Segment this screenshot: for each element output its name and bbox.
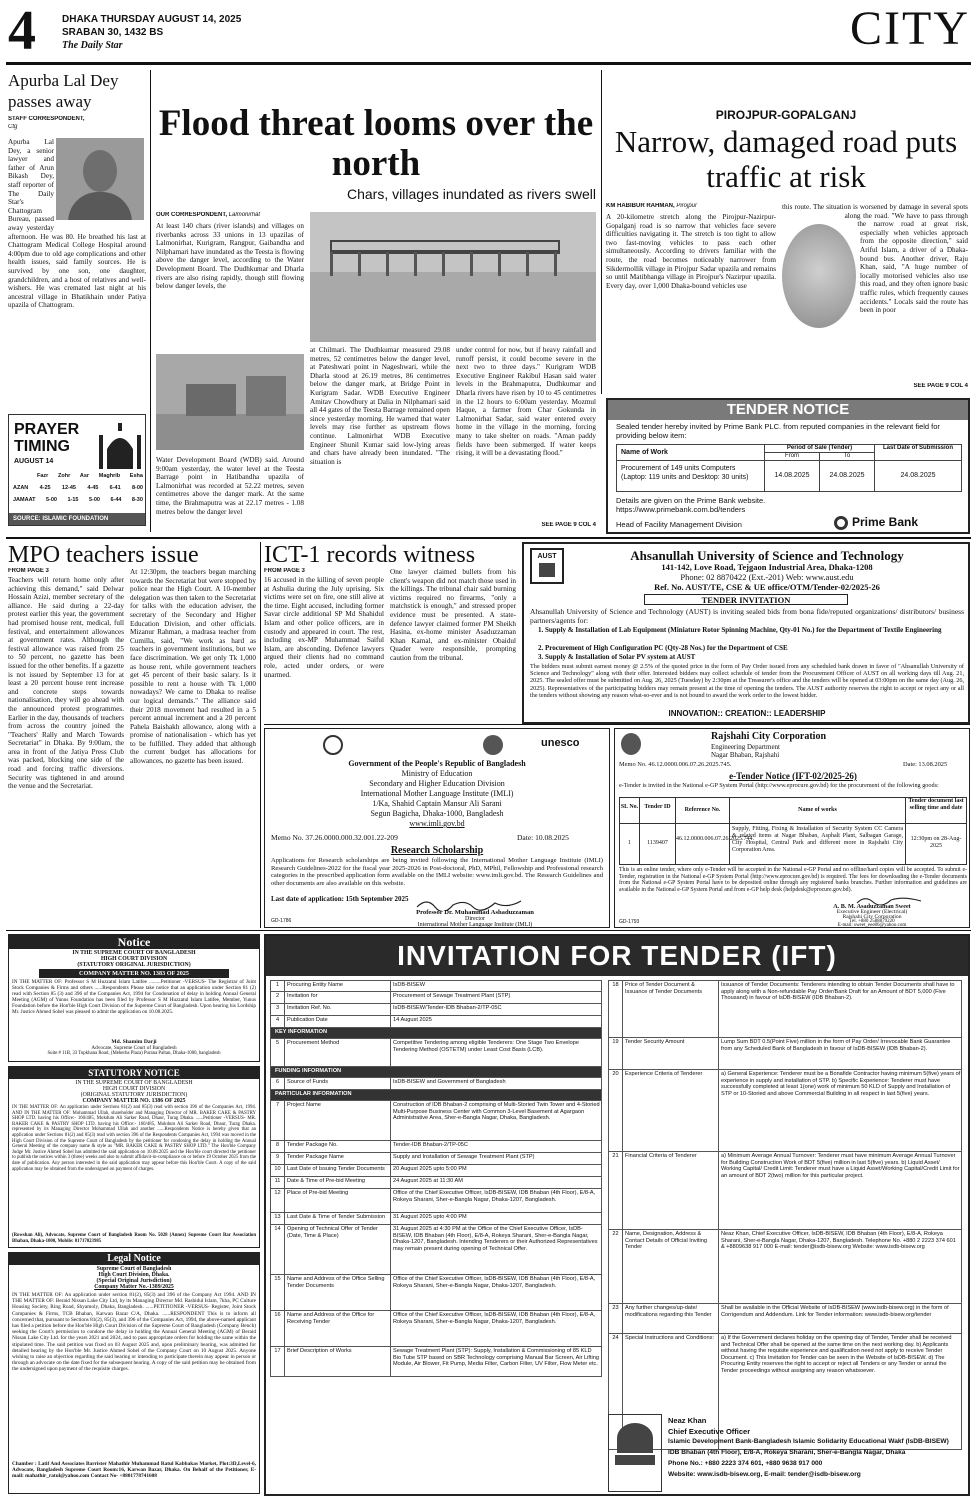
- ift-row-label: Invitation for: [285, 992, 391, 1003]
- prayer-title-2: TIMING: [14, 438, 70, 455]
- rcc-h-work: Name of works: [730, 798, 906, 824]
- notice1-court2: HIGH COURT DIVISION: [100, 956, 168, 962]
- ift-ad: [264, 934, 970, 1496]
- ift-row-label: Publication Date: [285, 1016, 391, 1027]
- aust-terms: The bidders must submit earnest money @ 2.5% of the quoted price in the form of Pay Order issued from any scheduled bank drawn in favor of "Ahsanullah University of Science and Technology" along with their offer. Interested bidders may collect schedule of tender from the Procurement Officer of AUST on all working days till Aug. 21, 2025. The sealed offer must be submitted on Aug. 26, 2025 (Tuesday) by 2:30pm at the Treasurer's office and the tenders will be opened at 03:00pm on the same day (Aug. 26, 2025). Representatives of the participating bidders may remain present at the time of opening the tenders. The AUST authority reserves the right to accept or reject any or all the tenders without showing any reason what-so-ever and is not bound to award the work order to the lowest bidder.: [530, 663, 964, 699]
- ift-row-number: 10: [271, 1165, 285, 1176]
- notice3-matter: Company Matter No.-1389/2025: [94, 1284, 174, 1290]
- ift-row: [608, 1304, 962, 1334]
- imli-ministry: Ministry of Education: [401, 769, 473, 778]
- page-number: 4: [8, 2, 36, 60]
- col-period: Period of Sale (Tender): [765, 445, 875, 453]
- rcc-h-id: Tender ID: [640, 798, 676, 824]
- tender-last: 24.08.2025: [900, 472, 936, 479]
- aust-item: 2. Procurement of High Configuration PC (Qty-28 Nos.) for the Department of CSE: [538, 644, 788, 652]
- ift-row-number: 6: [271, 1078, 285, 1089]
- prime-bank-icon: [834, 516, 848, 530]
- aust-name: Ahsanullah University of Science and Technology: [630, 548, 904, 563]
- ift-row: [270, 1275, 602, 1311]
- ift-row: [270, 1004, 602, 1016]
- ift-row-label: Procuring Entity Name: [285, 981, 391, 992]
- ift-row: [608, 980, 962, 1038]
- ift-row: [270, 1177, 602, 1189]
- imli-division: Secondary and Higher Education Division: [369, 779, 505, 788]
- masthead-rule: [6, 62, 971, 65]
- prime-tender-intro: Sealed tender hereby invited by Prime Bank PLC. from reputed companies in the relevant field for providing below item:: [616, 422, 940, 440]
- imli-addr1: 1/Ka, Shahid Captain Mansur Ali Sarani: [372, 799, 502, 808]
- unesco-logo: unesco: [541, 737, 580, 749]
- aust-logo: AUST: [530, 548, 564, 584]
- ift-row-label: Name and Address of the Office for Receiving Tender: [285, 1311, 391, 1346]
- rcc-addr: Nagar Bhaban, Rajshahi: [711, 751, 780, 759]
- ift-row-value: Tender-IDB Bhaban-2/TP-05C: [393, 1142, 468, 1148]
- ift-row-label: Invitation Ref. No.: [285, 1004, 391, 1015]
- notice3-court: Supreme Court of Bangladesh: [96, 1266, 172, 1272]
- rcc-ad: [614, 728, 970, 928]
- col-work: Name of Work: [617, 445, 765, 461]
- rcc-title: e-Tender Notice (IFT-02/2025-26): [729, 771, 857, 781]
- prime-url[interactable]: https://www.primebank.com.bd/tenders: [616, 505, 746, 514]
- flood-jump: SEE PAGE 9 COL 4: [541, 522, 596, 528]
- notice1-court: IN THE SUPREME COURT OF BANGLADESH: [72, 950, 196, 956]
- flood-byline: OUR CORRESPONDENT, Lalmonirhat: [156, 212, 261, 218]
- ift-left-table: [270, 980, 604, 1410]
- ift-row-label: Brief Description of Works: [285, 1347, 391, 1376]
- ift-footer-org: Islamic Development Bank-Bangladesh Islamic Solidarity Educational Wakf (IsDB-BISEW): [668, 1438, 949, 1445]
- ift-row-label: Project Name: [285, 1101, 391, 1140]
- bangla-date: SRABAN 30, 1432 BS: [62, 27, 164, 38]
- aust-motto: INNOVATION:: CREATION:: LEADERSHIP: [668, 709, 826, 718]
- rcc-ref: 46.12.0000.006.07.26.2025.744.: [676, 824, 730, 864]
- ift-footer-web[interactable]: Website: www.isdb-bisew.org, E-mail: tender@isdb-bisew.org: [668, 1471, 861, 1478]
- ift-row-value: Office of the Chief Executive Officer, IsDB-BISEW, IDB Bhaban (4th Floor), E/8-A, Rokeya Sharani, Sher-e-Bangla Nagar, Dhaka-1207, Bangladesh.: [393, 1190, 596, 1203]
- ift-row-value: IsDB-BISEW and Government of Bangladesh: [393, 1079, 506, 1085]
- rcc-memo: Memo No. 46.12.0000.006.07.26.2025.745.: [619, 761, 732, 768]
- road-jump: SEE PAGE 9 COL 4: [913, 383, 968, 389]
- flood-col1: At least 140 chars (river islands) and villages on riverbanks across 33 unions in 13 upazilas of Lalmonirhat, Kurigram, Rangpur, Gaibandha and Nilphamari have inundated as the Teesta is flowing above the danger level, according to the Water Development Board. The Dudhkumar and Dharla rivers are also rising rapidly, though still flowing below danger levels, the: [156, 222, 304, 291]
- road-headline: Narrow, damaged road puts traffic at risk: [614, 124, 958, 194]
- imli-code: GD-1786: [271, 918, 292, 924]
- ift-row-label: Source of Funds: [285, 1078, 391, 1089]
- imli-addr2: Segun Bagicha, Dhaka-1000, Bangladesh: [370, 809, 504, 818]
- ift-row: [270, 1141, 602, 1153]
- ift-row-number: 3: [271, 1004, 285, 1015]
- ift-row: [270, 980, 602, 992]
- azan-time: 4-25: [39, 485, 51, 491]
- ift-row-number: 17: [271, 1347, 285, 1376]
- ift-row-value: a) If the Government declares holiday on the opening day of Tender, Tender shall be received and Technical Offer shall be opened at the same time on the next working day. b) Applicants without having the requisite experience and qualification need not apply to receive Tender Document. c) This Invitation for Tender can be seen in the Website of IsDB-BISEW. d) The Procuring Entity reserves the right to accept or reject all Tenders or any Tender or annul the Tender proceedings without assigning any reason whatsoever.: [721, 1335, 952, 1374]
- ift-row-label: Name and Address of the Office Selling Tender Documents: [285, 1275, 391, 1310]
- notice2-lawyer: (Rowshan Ali), Advocate, Supreme Court of Bangladesh Room No. 5028 (Annex) Supreme Court Bar Association Bhaban, Dhaka-1000, Mobile: 01717023985: [12, 1233, 256, 1244]
- notice-nissan: [8, 1252, 260, 1494]
- ift-row-number: 18: [609, 981, 623, 1038]
- flood-col3: at Chilmari. The Dudhkumar measured 29.08 metres, 52 centimetres below the danger level, at Pateshwari point in Nageshwari, while the Dharla stood at 26.19 metres, 86 centimetres below the danger mark, at Bridge Point in Kurigram Sadar. WDB Executive Engineer Amitav Chowdhury at Dalia in Nilphamari said all 44 gates of the Teesta Barrage remained open since yesterday morning. He warned that water levels may rise further as upstream flows continue. Lalmonirhat WDB Executive Engineer Shunil Kumar said low-lying areas and chars have already been inundated. "The situation is: [310, 346, 450, 466]
- flood-col2: Water Development Board (WDB) said. Around 9:00am yesterday, the water level at the Teesta Barrage point in Hatibandha upazila of Lalmonirhat was recorded at 52.22 metres, seven centimetres above the danger mark. At the same time, the Brahmaputra was at 22.17 metres - 1.08 metres below the danger level: [156, 456, 304, 516]
- ift-row-number: 12: [271, 1189, 285, 1212]
- aust-item: 1. Supply & Installation of Lab Equipment (Miniature Rotor Spinning Machine, Qty-01 No.) for the Department of Textile Engineering: [538, 626, 942, 634]
- ift-row-value: Office of the Chief Executive Officer, IsDB-BISEW, IDB Bhaban (4th Floor), E/8-A, Rokeya Sharani, Sher-e-Bangla Nagar, Dhaka-1207, Bangladesh.: [393, 1312, 596, 1325]
- notice3-footer: Chamber : Latif And Associates Barrister Mahathir Muhammad Ratul Kabbakas Market, Plot:3D,Level-6, Advocate, Bangladesh Supreme Court Room:16, Karwan Bazar, Dhaka. On Behalf of the Petitioner, E-mail: mahathir_ratul@yahoo.com Contact No- +8801778741608: [12, 1461, 256, 1480]
- rcc-h-ref: Reference No.: [676, 798, 730, 824]
- jamaat-time: 5-00: [45, 497, 57, 503]
- ift-row-number: 4: [271, 1016, 285, 1027]
- ift-row-label: Tender Package No.: [285, 1141, 391, 1152]
- imli-gov: Government of the People's Republic of Bangladesh: [348, 759, 526, 768]
- ift-row: [270, 1311, 602, 1347]
- rcc-org: Rajshahi City Corporation: [711, 731, 827, 742]
- paper-logo: The Daily Star: [62, 40, 123, 51]
- rcc-h-last: Tender document last selling time and date: [906, 798, 966, 824]
- ift-row-label: Last Date of Issuing Tender Documents: [285, 1165, 391, 1176]
- ift-row: [270, 1225, 602, 1275]
- col-from: From: [765, 453, 820, 461]
- obit-body: Apurba Lal Dey, a senior lawyer and father of Arun Bikash Dey, staff reporter of The Daily Star's Chattogram Bureau, passed away yesterday afternoon. He was 80. He breathed his last at Chattogram Medical College Hospital around 4:00pm due to old age complications and other health issues, said family sources. He is survived by one son, one daughter, grandchildren, and a host of relatives and well-wishers. He was cremated last night at his ancestral village in Bhatikhain under Patiya upazila of Chattogram.: [8, 138, 146, 310]
- ift-row: [270, 1213, 602, 1225]
- notice3-body: IN THE MATTER OF: An application under section 81(2), 85(3) and 396 of the Company Act 1994. AND IN THE MATTER OF: Beraid Nissan Lake City Ltd, by its Managing Director Md. Rashidul Islam, 7kha, PC Culture Housing Society, Ring Road, Shyamoly, Dhaka, Bangladesh. ......PETITIONER -VERSUS- Register, Joint Stock Companies & Firms, TCB Bhaban, Karwan Bazar C/A, Dhaka. ......RESPONDENT This is to inform all concerned that, pursuant to Sections 81(2), 85(3), and 396 of the Companies Act, 1994, the above-named applicant has filed a petition before the Hon'ble High Court Division of the Supreme Court of Bangladesh (Company Bench) seeking the Court's permission to condone the delay in holding the Annual General Meeting (AGM) of Beraid Nissan Lake City Ltd. for the years 2021 and 2024, and to pass appropriate orders for holding the same within the stipulated time. The said petition was fixed on 03 August 2025 and, upon preliminary hearing, was admitted for detailed hearing by the Hon'ble Mr. Justice Ahmed Sohel of the Company Court on 10 August 2025. Anyone wishing to raise an objection regarding the said hearing or intending to participate therein may appear in person or through an advocate on the date fixed for the subsequent hearing. A copy of the said petition may be obtained from the undersigned upon payment of the requisite charges.: [12, 1292, 256, 1373]
- prayer-source: SOURCE: ISLAMIC FOUNDATION: [9, 513, 145, 525]
- rcc-sl: 1: [620, 824, 640, 864]
- ift-row-number: 14: [271, 1225, 285, 1274]
- ift-row-value: a) Minimum Average Annual Turnover: Tenderer must have minimum Average Annual Turnover for Building Construction Work of BDT 5(five) million in last 5(five) years. b) Liquid Asset/ Working Capital/ Credit Limit: Tenderer must have a Liquid Asset/Working Capital/Credit Limit for an amount of BDT 2(two) million for this particular project.: [721, 1153, 960, 1179]
- dateline: DHAKA THURSDAY AUGUST 14, 2025: [62, 14, 242, 25]
- mosque-icon: [97, 421, 143, 471]
- ift-row: [608, 1230, 962, 1304]
- ift-row-value: a) General Experience: Tenderer must be a Bonafide Contractor having minimum 5(five) years of experience in supply and installation of STP. b) Specific Experience: Tenderer must have successfully completed at least 1(one) work of minimum 50 KLD of Supply and Installation of STP or 10-Storied and above Commercial Building in all respect in last 5(five) years.: [721, 1071, 961, 1097]
- notice1-lawyer: Md. Shamim Darji: [111, 1039, 157, 1045]
- azan-time: 4-45: [87, 485, 99, 491]
- ift-row-number: 24: [609, 1334, 623, 1449]
- ift-row-value: Supply and Installation of Sewage Treatment Plant (STP): [393, 1154, 535, 1160]
- rcc-dept: Engineering Department: [711, 743, 781, 751]
- ift-row-number: 5: [271, 1039, 285, 1066]
- ift-row-number: 21: [609, 1152, 623, 1229]
- road-kicker: PIROJPUR-GOPALGANJ: [715, 108, 857, 122]
- rcc-date: Date: 13.08.2025: [903, 761, 948, 768]
- ift-row-value: Construction of IDB Bhaban-2 comprising of Multi-Storied Twin Tower and 4-Storied Multi-Purpose Business Center with Common 3-Level Basement at Agargaon Administrative Area, Sher-e-Bangla Nagar, Dhaka, Bangladesh.: [393, 1102, 600, 1121]
- road-col2: this route. The situation is worsened by damage in several spots along the road. "We have to pass through the narrow road at great risk, especially when vehicles approach from the opposite direction," said Ariful Islam, a driver of a Dhaka-bound bus. Another driver, Raju Khan, said, "A huge number of locally motorised vehicles also use this road, and they often ignore basic traffic rules, which frequently causes accidents." Locals said the route has been in poor: [782, 203, 968, 315]
- ift-row: [270, 1101, 602, 1141]
- prime-tender-table: [616, 444, 962, 492]
- imli-date: Date: 10.08.2025: [517, 833, 569, 842]
- notice2-court: IN THE SUPREME COURT OF BANGLADESH: [75, 1080, 193, 1086]
- ift-section-label: KEY INFORMATION: [275, 1029, 328, 1035]
- ift-row-label: Procurement Method: [285, 1039, 391, 1066]
- obit-headline: Apurba Lal Dey passes away: [8, 71, 119, 111]
- aust-address: 141-142, Love Road, Tejgaon Industrial Area, Dhaka-1208: [661, 562, 873, 572]
- ift-row-label: Opening of Technical Offer of Tender (Date, Time & Place): [285, 1225, 391, 1274]
- govt-emblem: [323, 735, 343, 755]
- aust-phone: Phone: 02 8870422 (Ext.-201) Web: www.aust.edu: [680, 572, 854, 582]
- mpo-from: FROM PAGE 3: [8, 568, 49, 574]
- notice2-matter: COMPANY MATTER NO. 1386 OF 2025: [82, 1098, 186, 1104]
- ift-row-number: 7: [271, 1101, 285, 1140]
- ift-row-number: 11: [271, 1177, 285, 1188]
- ift-row: [608, 1152, 962, 1230]
- prayer-h-esha: Esha: [129, 473, 143, 479]
- col-last: Last Date of Submission: [875, 445, 961, 461]
- rcc-last: 12:30pm on 28-Aug-2025: [910, 836, 962, 849]
- ift-row-value: Competitive Tendering among eligible Tenderers: One Stage Two Envelope Tendering Method (OSTETM) under Least Cost Basis (LCB).: [393, 1040, 579, 1053]
- obit-place: Ctg: [8, 124, 18, 130]
- rcc-emblem: [621, 733, 641, 755]
- ift-row-value: Shall be available in the Official Website of IsDB-BISEW (www.isdb-bisew.org) in the form of Corrigendum and Addendum. Link for Tender information: www.isdb-bisew.org/tender: [721, 1305, 949, 1318]
- azan-time: 12-45: [61, 485, 76, 491]
- imli-body: Applications for Research scholarships are being invited following the International Mother Language Institute (IMLI) Research Guidelines-2022 for the fiscal year 2025-2026 in Post-doctoral, PhD, MPhil, Fellowship and Professional research categories in the prescribed application form available on the IMLI website: www.imli.gov.bd. The Research Guidelines and other documents are also available on this website.: [271, 857, 603, 887]
- ift-row-number: 23: [609, 1304, 623, 1333]
- isdb-logo: [608, 1414, 662, 1492]
- notice1-lawyer-title: Advocate, Supreme Court of Bangladesh: [91, 1045, 177, 1051]
- rcc-body: This is an online tender, where only e-Tender will be accepted in the National e-GP Portal and no offline/hard copies will be accepted. To submit e-Tender, registration in the National e-GP System Portal (http://www.eprocure.gov.bd) is required. The fees for downloading the e-Tender documents from the National e-GP System Portal have to be deposited online through any registered banks branches. Further information and guidelines are available in the National e-GP System Portal and from e-GP help desk (helpdesk@eprocure.gov.bd).: [619, 867, 967, 893]
- road-byline: KM HABIBUR RAHMAN, Pirojpur: [606, 203, 698, 209]
- prime-bank-logo: Prime Bank: [834, 515, 964, 531]
- ift-footer-title: Chief Executive Officer: [668, 1427, 751, 1436]
- azan-label: AZAN: [13, 485, 29, 491]
- ift-row-value: Lump Sum BDT 0.5(Point Five) million in the form of Pay Order/ Irrevocable Bank Guarantee from any Scheduled Bank of Bangladesh in favour of IsDB-BISEW (IDB Bhaban-2).: [721, 1039, 951, 1052]
- ict-from: FROM PAGE 3: [264, 568, 305, 574]
- notice2-court2: HIGH COURT DIVISION: [102, 1086, 166, 1092]
- imli-memo: Memo No. 37.26.0000.000.32.001.22-209: [271, 833, 398, 842]
- ift-row: [608, 1038, 962, 1070]
- notice2-court3: (ORIGINAL STATUTORY JURISDICTION): [80, 1092, 188, 1098]
- ift-row-number: 22: [609, 1230, 623, 1303]
- ift-section-header: [270, 1090, 602, 1101]
- ift-section-label: FUNDING INFORMATION: [275, 1068, 342, 1074]
- imli-web[interactable]: www.imli.gov.bd: [409, 819, 465, 828]
- ift-row: [270, 1347, 602, 1377]
- ift-row-number: 8: [271, 1141, 285, 1152]
- prayer-h-zohr: Zohr: [57, 473, 71, 479]
- tender-from: 14.08.2025: [765, 461, 820, 491]
- ift-row-number: 16: [271, 1311, 285, 1346]
- ift-row-number: 2: [271, 992, 285, 1003]
- ift-row: [270, 1039, 602, 1067]
- flood-photo-village: [156, 354, 304, 450]
- road-photo: [782, 224, 856, 328]
- aust-title: TENDER INVITATION: [644, 594, 848, 605]
- ift-section-label: PARTICULAR INFORMATION: [275, 1091, 352, 1097]
- rcc-intro: e-Tender is invited in the National e-GP System Portal (http://www.eprocure.gov.bd) for the procurement of the following goods:: [619, 782, 939, 789]
- flood-subhead: Chars, villages inundated as rivers swell: [347, 186, 596, 202]
- ift-row-value: IsDB-BISEW/Tender-IDB Bhaban-2/TP-05C: [393, 1005, 502, 1011]
- ift-row-number: 20: [609, 1070, 623, 1151]
- ift-row-label: Price of Tender Document & Issuance of Tender Documents: [623, 981, 719, 1038]
- rcc-code: GD-1793: [619, 919, 640, 925]
- aust-item: 3. Supply & Installation of Solar PV system at AUST: [538, 653, 696, 661]
- rcc-signer-org: Rajshahi City Corporation: [842, 914, 902, 920]
- notice-baker: [8, 1066, 260, 1248]
- imli-title: Research Scholarship: [390, 845, 484, 856]
- tender-to: 24.08.2025: [820, 461, 875, 491]
- notice1-title: Notice: [9, 935, 259, 949]
- flood-col4: under control for now, but if heavy rainfall and runoff persist, it could become severe in the next two to three days." Kurigram WDB Executive Engineer Rakibul Hasan said water levels in the Brahmaputra, Dudhkumar and Dharla rivers have risen by 10 to 45 centimetres in the 12 hours to 6:00am yesterday. Mozmul Haque, a farmer from Char Gokunda in Lalmonirhat Sadar, said water entered every home in the village in the morning, forcing many to take shelter on roads. "Aman paddy fields have been submerged. If water keeps rising, it will be a devastating flood.": [456, 346, 596, 458]
- flood-photo-bridge: [310, 212, 596, 342]
- rcc-table: [619, 797, 967, 865]
- ift-row-value: 31 August 2025 at 4:30 PM at the Office of the Chief Executive Officer, IsDB-BISEW, IDB Bhaban (4th Floor), E/8-A, Rokeya Sharani, Sher-e-Bangla Nagar, Dhaka-1207, Bangladesh. Intending Tenderers or their Authorized Representatives may remain present during opening of Technical Offer.: [393, 1226, 598, 1252]
- ict-col1: 16 accused in the killing of seven people at Ashulia during the July uprising. Six victims were set on fire, one still alive at the time. Eight accused, including former Savar circle additional SP Md Shahidul Islam and other police officers, are in custody and appeared in court. The rest, including ex-MP Muhammad Saiful Islam, are absconding. Defence lawyers argued their clients had no command role, acted under orders, or were unarmed.: [264, 576, 384, 679]
- ift-row: [270, 1165, 602, 1177]
- ift-title: INVITATION FOR TENDER (IFT): [266, 936, 968, 976]
- ift-row-label: Last Date & Time of Tender Submission: [285, 1213, 391, 1224]
- notice2-title: STATUTORY NOTICE: [9, 1067, 259, 1079]
- rcc-signer-title: Executive Engineer (Electrical): [836, 909, 908, 915]
- ift-row-number: 19: [609, 1038, 623, 1069]
- ift-section-header: [270, 1028, 602, 1039]
- jamaat-time: 6-44: [110, 497, 122, 503]
- ift-row-label: Place of Pre-bid Meeting: [285, 1189, 391, 1212]
- notice1-lawyer-addr: Suite # 11B, 33 Topkhana Road, (Meherba Plaza) Purana Paltan, Dhaka-1000, bangladesh: [47, 1051, 221, 1056]
- ift-row-value: Neaz Khan, Chief Executive Officer, IsDB-BISEW, IDB Bhaban (4th Floor), E/8-A, Rokeya Sharani, Sher-e-Bangla Nagar, Dhaka-1207, Bangladesh. Telephone No. +880 2 2223 374 601 & +8809638 917 000 E-mail: tender@isdb-bisew.org Website: www.isdb-bisew.org: [721, 1231, 956, 1250]
- ift-row-label: Tender Security Amount: [623, 1038, 719, 1069]
- obit-byline: STAFF CORRESPONDENT,: [8, 116, 85, 122]
- ift-row: [270, 1078, 602, 1090]
- jamaat-time: 8-30: [131, 497, 143, 503]
- road-col1: A 20-kilometre stretch along the Pirojpur-Nazirpur-Gopalganj road is so narrow that vehicles face severe difficulties navigating it. The stretch is too tight to allow two fast-moving vehicles to pass each other simultaneously. According to drivers familiar with the route, the road becomes noticeably narrower from Sikdermollik village in Pirojpur Sadar upazila and remains so until Matibhanga village in Pirojpur's Nazirpur upazila. Every day, over 1,000 Dhaka-bound vehicles use: [606, 213, 776, 290]
- ift-row: [270, 1016, 602, 1028]
- ift-row-label: Date & Time of Pre-bid Meeting: [285, 1177, 391, 1188]
- ift-row-value: Issuance of Tender Documents: Tenderers intending to obtain Tender Documents shall have to apply along with a Non-refundable Pay Order/Bank Draft for an Amount of BDT 5,000 (Five Thousand) in favour of IsDB-BISEW (IDB Bhaban-2).: [721, 982, 955, 1001]
- rcc-h-sl: SL No.: [620, 798, 640, 824]
- ift-row-number: 1: [271, 981, 285, 992]
- notice3-court3: (Special Original Jurisdiction): [96, 1278, 172, 1284]
- notice3-title: Legal Notice: [9, 1253, 259, 1265]
- ift-row-value: 31 August 2025 upto 4:00 PM: [393, 1214, 467, 1220]
- notice1-court3: (STATUTORY ORIGINAL JURISDICTION): [77, 962, 191, 968]
- mpo-headline: MPO teachers issue: [8, 542, 199, 568]
- prayer-h-asr: Asr: [79, 473, 90, 479]
- imli-signer-title: Director: [465, 916, 485, 922]
- notice2-body: IN THE MATTER OF: An application under Sections 81(2) and 85(3) read with section 396 of the Companies Act, 1994. AND IN THE MATTER OF: Mohammad Ullah, shareholder and Managing Director of MR. BAKER CAKE & PASTRY SHOP LTD. having his Office:- 160/485, Mokdum Ali Sarker Road, Dhaur, Turag Dhaka. ......Petitioner -VERSUS- MR. BAKER CAKE & PASTRY SHOP LTD. having his Office:- 160/485, Mokdum Ali Sarker Road, Dhaur, Turag Dhaka. represented by its Managing Director Mohammad Ullah and another ......Respondents Notice is hereby given that an application under Sections 81(2) and 85(3) read with section 396 of the Respondents Companies Act, 1994 was moved in the High Court Division of the Supreme Court of Bangladesh by the petitioner for condoning the delay in holding the Annual General Meeting of the company name & style as "MR. BAKER CAKE & PASTRY SHOP LTD." The Hon'ble Company Judge Mr. Justice Ahmed Sohel has admitted the said application on 10.08.2025 and the Hon'ble court directed the petitioner to publish the notices within 3 (three) weeks and also to submit affidavit-in-compliance on or before 19 October 2025 from the date of publication. Any person interested in the said application may appear before this Hon'ble Court. A copy of the said application may be obtained from the undersigned on payment of charges.: [12, 1105, 256, 1172]
- tender-work: Procurement of 149 units Computers (Laptop: 119 units and Desktop: 30 units): [617, 461, 765, 491]
- mpo-col2: At 12:30pm, the teachers began marching towards the Secretariat but were stopped by police near the High Court. A 10-member delegation was then taken to the Secretariat for talks with the education adviser, the secretary of the Secondary and Higher Education Division, and other officials. Mizanur Rahman, a madrasa teacher from Cumilla, said, "We work as hard as teachers in government institutions, but we face discrimination. We get only Tk 1,000 as house rent, while government teachers get 45 percent of their basic salary. Is it possible to rent a house with Tk 1,000 nowadays? We came to Dhaka to realise our logical demands." The alliance said their 2018 movement had resulted in a 5 percent annual increment and a 20 percent Pahela Baishakh allowance, along with a promise of nationalisation - which has yet to be fulfilled. They added that although the current budget has allocations for allowances, no gazette has been issued.: [130, 568, 256, 766]
- flood-headline: Flood threat looms over the north: [158, 104, 594, 184]
- ift-row-number: 15: [271, 1275, 285, 1310]
- ift-row-label: Experience Criteria of Tenderer: [623, 1070, 719, 1151]
- ift-footer-addr: IDB Bhaban (4th Floor), E/8-A, Rokeya Sharani, Sher-e-Bangla Nagar, Dhaka: [668, 1449, 906, 1456]
- mpo-col1: Teachers will return home only after achieving this demand," said Delwar Hossain Azizi, member secretary of the alliance. He said during a 22-day protest earlier this year, the government had promised house rent, medical, full festival, and entertainment allowances at government rates. Although the festival allowance was raised from 25 to 50 percent, no gazette has been issued for the other benefits. If a gazette is not issued by September 13 for at least a 20 percent house rent increase and concrete steps towards nationalisation, they will go ahead with the announced protest programmes. Earlier in the day, thousands of teachers from across the country joined the "Teachers' Rally and March Towards Secretariat" in Dhaka. By 9:00am, the area in front of the Jatiya Press Club was packed, blocking one side of the road and forcing traffic diversions. Security was tightened in and around the venue and the Secretariat.: [8, 576, 124, 791]
- rcc-work: Supply, Fitting, Fixing & Installation of Security System CC Camera & related items at Nagar Bhaban, Asphalt Plant, Salbagan Garage, City Hospital, Central Park and different more in Rajshahi City Corporation Area.: [730, 824, 906, 864]
- imli-signer-org: International Mother Language Institute (IMLI): [417, 922, 533, 928]
- aust-ref: Ref. No. AUST/TE, CSE & UE office/OTM/Tender-02/2025-26: [654, 582, 880, 592]
- prime-signoff: Head of Facility Management Division: [616, 520, 742, 529]
- ift-row-label: Any further changes/up-date/ modifications regarding this Tender: [623, 1304, 719, 1333]
- ift-footer-name: Neaz Khan: [668, 1416, 707, 1425]
- ift-row-label: Special Instructions and Conditions:: [623, 1334, 719, 1449]
- ift-row-value: Procurement of Sewage Treatment Plant (STP): [393, 993, 511, 999]
- notice3-court2: High Court Division, Dhaka.: [98, 1272, 170, 1278]
- rcc-tender-id: 1139407: [640, 824, 676, 864]
- ift-row-label: Tender Package Name: [285, 1153, 391, 1164]
- rcc-signer: A. B. M. Asaduzzaman Sweet: [833, 903, 911, 910]
- notice1-body: IN THE MATTER OF: Professor S M Huzzatul Islam Latifee .........Petitioner -VERSUS- The Registrar of Joint Stock Companies & Firms and others ......Respondents Please take notice that an application under Section 81 (2) read with Section 85 (3) and 396 of the Companies Act, 1994 for Condonation of delay in holding Annual General Meeting (AGM) of Yunus Foundation has been filed by Professor S M Huzzatul Islam Latifee, Member, Yunus Foundation before the Hon'ble High Court Division of the Supreme Court of Bangladesh. Upon hearing his Lordship Mr. Justice Ahmed Sohel was pleased to admit the application on 10.08.2025.: [12, 979, 256, 1015]
- prayer-box: [8, 414, 146, 526]
- ift-row-value: 14 August 2025: [393, 1017, 432, 1023]
- notice-yunus: [8, 934, 260, 1062]
- jamaat-time: 1-15: [67, 497, 79, 503]
- azan-time: 8-00: [131, 485, 143, 491]
- col-to: To: [820, 453, 875, 461]
- prayer-h-fazr: Fazr: [37, 473, 49, 479]
- azan-time: 6-41: [109, 485, 121, 491]
- ift-section-header: [270, 1067, 602, 1078]
- aust-ad: [522, 542, 970, 724]
- section-title: CITY: [850, 2, 970, 55]
- ict-col2: One lawyer claimed bullets from his client's weapon did not match those used in the killings. The tribunal chair said burning victims required no firearms, "only a matchstick is enough," and stressed proper evidence must be presented. A state-defence lawyer claimed former PM Sheikh Hasina, ex-home minister Asaduzzaman Khan Kamal, and ex-minister Obaidul Quader were responsible, prompting caution from the tribunal.: [390, 568, 516, 662]
- prayer-date: AUGUST 14: [14, 458, 54, 465]
- rcc-tel: Tel. +880 2588879220: [849, 919, 895, 924]
- ift-row-number: 13: [271, 1213, 285, 1224]
- prayer-h-maghrib: Maghrib: [98, 473, 121, 479]
- ift-row-value: Sewage Treatment Plant (STP): Supply, Installation & Commissioning of 85 KLD Bio Tube STP based on SBR Technology comprising Manual Bar Screen, Air Lifting Module, Air Blower, Fit Pump, Media Filter, Carbon Filter, UV Filter, Flow Meter etc.: [393, 1348, 599, 1367]
- ift-row: [270, 1189, 602, 1213]
- jamaat-label: JAMAAT: [13, 497, 36, 503]
- prime-tender-title: TENDER NOTICE: [608, 400, 968, 420]
- jamaat-time: 5-00: [88, 497, 100, 503]
- ift-row-value: IsDB-BISEW: [393, 982, 426, 988]
- prime-tender-notice: [606, 398, 970, 534]
- imli-ad: [264, 728, 610, 928]
- notice1-matter: COMPANY MATTER NO. 1383 OF 2025: [39, 969, 229, 978]
- ift-row-label: Name, Designation, Address & Contact Details of Official Inviting Tender: [623, 1230, 719, 1303]
- imli-emblem: [483, 735, 503, 755]
- ift-row-value: 20 August 2025 upto 5:00 PM: [393, 1166, 467, 1172]
- prayer-title: PRAYER: [14, 421, 80, 438]
- ift-row-value: Office of the Chief Executive Officer, IsDB-BISEW, IDB Bhaban (4th Floor), E/8-A, Rokeya Sharani, Sher-e-Bangla Nagar, Dhaka-1207, Bangladesh.: [393, 1276, 596, 1289]
- imli-signer: Professor Dr. Muhammad Ashaduzzaman: [416, 909, 534, 916]
- ift-row: [608, 1070, 962, 1152]
- aust-intro: Ahsanullah University of Science and Technology (AUST) is inviting sealed bids from bona fide/reputed organizations/ distributors/ business partners/agents for:: [530, 607, 964, 625]
- ift-row-value: 24 August 2025 at 11:30 AM: [393, 1178, 463, 1184]
- ift-row-label: Financial Criteria of Tenderer: [623, 1152, 719, 1229]
- ift-row-number: 9: [271, 1153, 285, 1164]
- ict-headline: ICT-1 records witness: [264, 542, 476, 568]
- ift-right-table: [608, 980, 964, 1410]
- rcc-email: E-mail: sweet_eee86@yahoo.com: [837, 923, 907, 928]
- prime-details: Details are given on the Prime Bank website.: [616, 496, 766, 505]
- imli-inst: International Mother Language Institute (IMLI): [360, 789, 514, 798]
- ift-row: [270, 992, 602, 1004]
- ift-footer-phone: Phone No.: +880 2223 374 601, +880 9638 917 000: [668, 1460, 823, 1467]
- imli-deadline: Last date of application: 15th September 2025: [271, 895, 409, 903]
- ift-row: [270, 1153, 602, 1165]
